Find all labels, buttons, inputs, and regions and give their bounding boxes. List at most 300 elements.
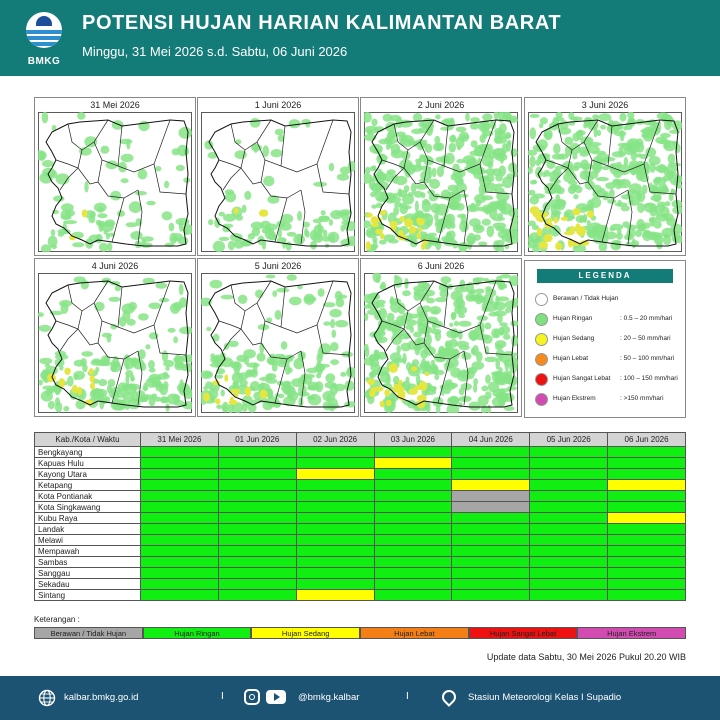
light-rain-patch [304, 296, 316, 302]
light-rain-patch [511, 335, 518, 346]
light-rain-patch [257, 353, 266, 362]
forecast-cell [218, 491, 296, 502]
light-rain-patch [401, 343, 411, 352]
light-rain-patch [647, 126, 661, 136]
light-rain-patch [423, 157, 434, 166]
light-rain-patch [598, 188, 605, 192]
light-rain-patch [444, 282, 448, 292]
light-rain-patch [655, 165, 667, 172]
rain-map [201, 273, 355, 413]
table-row [35, 579, 686, 590]
light-rain-patch [602, 166, 609, 170]
light-rain-patch [266, 275, 276, 279]
light-rain-patch [103, 230, 107, 234]
light-rain-patch [383, 114, 393, 122]
light-rain-patch [157, 373, 169, 380]
light-rain-patch [415, 201, 419, 213]
legend-swatch [535, 393, 548, 406]
light-rain-patch [478, 242, 487, 246]
light-rain-patch [576, 130, 586, 135]
forecast-cell [218, 447, 296, 458]
map-panel [197, 97, 359, 256]
light-rain-patch [458, 402, 462, 408]
light-rain-patch [41, 391, 53, 402]
light-rain-patch [482, 204, 493, 213]
light-rain-patch [558, 154, 568, 160]
light-rain-patch [470, 123, 479, 130]
light-rain-patch [497, 296, 509, 301]
light-rain-patch [156, 282, 168, 288]
light-rain-patch [151, 393, 157, 398]
light-rain-patch [482, 303, 486, 311]
light-rain-patch [125, 370, 133, 377]
light-rain-patch [458, 330, 463, 340]
light-rain-patch [275, 129, 284, 136]
rain-map [38, 112, 192, 252]
legend-swatch [535, 333, 548, 346]
moderate-rain-patch [77, 387, 82, 396]
forecast-cell [374, 535, 452, 546]
forecast-cell [452, 524, 530, 535]
region-name: Sintang [35, 590, 141, 601]
legend-swatch [535, 293, 548, 306]
map-date-label: 31 Mei 2026 [90, 100, 140, 110]
rain-map [364, 112, 518, 252]
globe-icon [38, 689, 56, 707]
forecast-cell [141, 469, 219, 480]
light-rain-patch [101, 146, 110, 154]
light-rain-patch [528, 190, 535, 196]
forecast-cell [218, 458, 296, 469]
moderate-rain-patch [572, 208, 580, 215]
keterangan-label: Keterangan : [34, 615, 80, 624]
light-rain-patch [334, 384, 346, 392]
light-rain-patch [528, 167, 533, 174]
legend-swatch [535, 373, 548, 386]
forecast-cell [608, 590, 686, 601]
table-row [35, 590, 686, 601]
light-rain-patch [485, 391, 492, 399]
location-pin-icon [439, 687, 459, 707]
forecast-cell [218, 546, 296, 557]
light-rain-patch [105, 219, 116, 226]
light-rain-patch [376, 275, 380, 283]
legend-item [535, 393, 683, 407]
light-rain-patch [297, 211, 302, 221]
light-rain-patch [474, 194, 486, 203]
light-rain-patch [121, 154, 134, 162]
bmkg-logo [22, 12, 66, 72]
forecast-cell [218, 535, 296, 546]
light-rain-patch [219, 237, 230, 241]
table-row [35, 513, 686, 524]
light-rain-patch [173, 336, 178, 343]
keterangan-item: Berawan / Tidak Hujan [34, 627, 143, 639]
moderate-rain-patch [245, 387, 251, 397]
light-rain-patch [92, 359, 101, 364]
light-rain-patch [662, 184, 667, 193]
light-rain-patch [456, 127, 467, 133]
forecast-cell [608, 535, 686, 546]
light-rain-patch [228, 241, 235, 250]
forecast-cell [608, 568, 686, 579]
light-rain-patch [450, 368, 461, 378]
light-rain-patch [449, 323, 453, 327]
light-rain-patch [399, 120, 413, 128]
light-rain-patch [405, 325, 412, 330]
light-rain-patch [596, 177, 609, 181]
legend-range: : 20 – 50 mm/hari [620, 335, 671, 342]
forecast-cell [141, 557, 219, 568]
moderate-rain-patch [367, 379, 375, 385]
moderate-rain-patch [533, 213, 540, 217]
map-date-label: 1 Juni 2026 [254, 100, 302, 110]
light-rain-patch [473, 171, 482, 179]
light-rain-patch [281, 341, 288, 350]
moderate-rain-patch [380, 233, 385, 239]
light-rain-patch [430, 364, 438, 374]
light-rain-patch [436, 143, 444, 152]
light-rain-patch [272, 290, 277, 297]
light-rain-patch [499, 322, 507, 326]
forecast-cell [296, 524, 374, 535]
light-rain-patch [573, 185, 581, 189]
forecast-cell [608, 524, 686, 535]
light-rain-patch [432, 310, 438, 314]
forecast-cell [296, 579, 374, 590]
light-rain-patch [411, 129, 423, 135]
keterangan-item: Hujan Ringan [143, 627, 252, 639]
light-rain-patch [59, 300, 72, 307]
light-rain-patch [461, 135, 469, 139]
light-rain-patch [496, 372, 509, 382]
light-rain-patch [402, 290, 411, 296]
light-rain-patch [449, 143, 456, 153]
website-link[interactable]: kalbar.bmkg.go.id [64, 692, 139, 703]
light-rain-patch [263, 176, 274, 187]
light-rain-patch [642, 185, 648, 194]
light-rain-patch [378, 319, 388, 330]
light-rain-patch [624, 143, 633, 148]
light-rain-patch [214, 217, 220, 228]
light-rain-patch [507, 140, 511, 146]
light-rain-patch [496, 246, 505, 252]
light-rain-patch [450, 192, 461, 204]
light-rain-patch [498, 327, 504, 335]
light-rain-patch [429, 179, 440, 189]
light-rain-patch [308, 385, 317, 389]
light-rain-patch [619, 113, 626, 122]
light-rain-patch [243, 349, 256, 358]
light-rain-patch [221, 295, 234, 300]
light-rain-patch [42, 160, 54, 167]
light-rain-patch [138, 397, 149, 403]
light-rain-patch [146, 201, 155, 206]
forecast-cell [296, 535, 374, 546]
forecast-cell [141, 458, 219, 469]
forecast-table [34, 432, 686, 601]
forecast-cell [452, 491, 530, 502]
light-rain-patch [265, 228, 275, 239]
light-rain-patch [432, 168, 437, 178]
moderate-rain-patch [389, 363, 398, 373]
light-rain-patch [329, 309, 341, 318]
light-rain-patch [390, 352, 402, 362]
forecast-cell [530, 579, 608, 590]
forecast-cell [296, 546, 374, 557]
light-rain-patch [425, 144, 433, 153]
forecast-cell [218, 568, 296, 579]
light-rain-patch [387, 313, 395, 322]
forecast-cell [452, 513, 530, 524]
light-rain-patch [235, 139, 241, 144]
light-rain-patch [336, 298, 345, 307]
table-header-date: 05 Jun 2026 [530, 433, 608, 447]
light-rain-patch [84, 136, 97, 147]
legend-range: : 50 – 100 mm/hari [620, 355, 675, 362]
light-rain-patch [286, 241, 292, 250]
forecast-cell [141, 480, 219, 491]
light-rain-patch [148, 360, 155, 369]
forecast-cell [218, 590, 296, 601]
light-rain-patch [163, 360, 174, 367]
moderate-rain-patch [58, 378, 65, 387]
moderate-rain-patch [64, 368, 70, 375]
light-rain-patch [149, 303, 162, 310]
header-banner [0, 0, 720, 76]
light-rain-patch [565, 212, 570, 217]
region-name: Ketapang [35, 480, 141, 491]
light-rain-patch [423, 344, 431, 350]
light-rain-patch [505, 132, 511, 139]
light-rain-patch [372, 165, 376, 170]
light-rain-patch [482, 113, 493, 120]
legend-swatch [535, 353, 548, 366]
light-rain-patch [327, 232, 339, 243]
light-rain-patch [235, 150, 247, 159]
light-rain-patch [653, 192, 661, 203]
light-rain-patch [149, 368, 156, 373]
moderate-rain-patch [224, 374, 228, 381]
light-rain-patch [649, 163, 656, 173]
light-rain-patch [483, 133, 487, 139]
rain-map [528, 112, 682, 252]
light-rain-patch [130, 231, 142, 240]
light-rain-patch [564, 137, 573, 145]
light-rain-patch [176, 218, 190, 226]
light-rain-patch [664, 142, 671, 148]
forecast-cell [218, 524, 296, 535]
light-rain-patch [495, 344, 503, 351]
table-row [35, 491, 686, 502]
keterangan-bar [34, 627, 686, 639]
map-date-label: 4 Juni 2026 [91, 261, 139, 271]
light-rain-patch [530, 180, 537, 185]
forecast-cell [296, 458, 374, 469]
forecast-cell [608, 513, 686, 524]
light-rain-patch [502, 177, 513, 189]
light-rain-patch [600, 125, 606, 130]
footer-separator: I [221, 691, 224, 702]
moderate-rain-patch [398, 380, 403, 384]
forecast-cell [141, 524, 219, 535]
light-rain-patch [364, 313, 368, 321]
moderate-rain-patch [230, 397, 234, 402]
bmkg-emblem-icon [26, 12, 62, 48]
moderate-rain-patch [215, 398, 221, 404]
forecast-cell [530, 447, 608, 458]
light-rain-patch [253, 143, 258, 153]
date-range-subtitle: Minggu, 31 Mei 2026 s.d. Sabtu, 06 Juni 2026 [82, 44, 348, 59]
light-rain-patch [337, 174, 349, 181]
forecast-cell [530, 546, 608, 557]
table-row [35, 447, 686, 458]
forecast-cell [530, 491, 608, 502]
forecast-cell [374, 447, 452, 458]
youtube-icon[interactable] [266, 690, 286, 704]
table-header-row [35, 433, 686, 447]
light-rain-patch [573, 117, 578, 122]
light-rain-patch [238, 295, 248, 304]
update-timestamp: Update data Sabtu, 30 Mei 2026 Pukul 20.20 WIB [486, 652, 686, 662]
light-rain-patch [422, 200, 432, 212]
moderate-rain-patch [564, 231, 574, 235]
light-rain-patch [628, 117, 636, 127]
forecast-cell [608, 469, 686, 480]
light-rain-patch [551, 210, 561, 215]
light-rain-patch [587, 200, 594, 212]
forecast-cell [141, 502, 219, 513]
light-rain-patch [340, 372, 346, 377]
light-rain-patch [495, 153, 508, 161]
light-rain-patch [472, 345, 479, 356]
table-header-date: 02 Jun 2026 [296, 433, 374, 447]
moderate-rain-patch [555, 242, 562, 250]
forecast-cell [452, 458, 530, 469]
light-rain-patch [42, 112, 49, 123]
light-rain-patch [125, 362, 129, 370]
legend-name: Hujan Sedang [553, 335, 595, 342]
light-rain-patch [640, 224, 646, 232]
light-rain-patch [380, 282, 386, 290]
light-rain-patch [168, 328, 176, 333]
light-rain-patch [421, 358, 427, 369]
light-rain-patch [164, 181, 169, 188]
moderate-rain-patch [399, 216, 405, 222]
moderate-rain-patch [89, 368, 94, 375]
light-rain-patch [465, 113, 470, 122]
light-rain-patch [98, 379, 107, 386]
light-rain-patch [252, 228, 260, 237]
light-rain-patch [307, 396, 316, 400]
light-rain-patch [494, 311, 507, 317]
light-rain-patch [370, 358, 374, 368]
light-rain-patch [609, 163, 616, 171]
light-rain-patch [610, 224, 623, 231]
forecast-cell [141, 568, 219, 579]
page-title: POTENSI HUJAN HARIAN KALIMANTAN BARAT [82, 12, 562, 34]
light-rain-patch [455, 341, 469, 347]
table-row [35, 524, 686, 535]
light-rain-patch [457, 146, 461, 150]
map-panel [524, 97, 686, 256]
forecast-cell [452, 469, 530, 480]
forecast-cell [530, 535, 608, 546]
forecast-cell [374, 557, 452, 568]
moderate-rain-patch [366, 241, 371, 250]
light-rain-patch [402, 194, 414, 205]
light-rain-patch [99, 243, 108, 252]
light-rain-patch [421, 192, 426, 198]
light-rain-patch [485, 357, 498, 363]
light-rain-patch [394, 276, 403, 287]
light-rain-patch [573, 194, 578, 199]
light-rain-patch [48, 401, 55, 409]
light-rain-patch [145, 344, 150, 349]
light-rain-patch [289, 119, 301, 128]
light-rain-patch [482, 219, 491, 226]
forecast-cell [530, 513, 608, 524]
legend-item [535, 313, 683, 327]
forecast-cell [374, 568, 452, 579]
instagram-icon[interactable] [244, 689, 260, 705]
light-rain-patch [161, 397, 169, 403]
light-rain-patch [544, 170, 550, 177]
instagram-handle[interactable]: @bmkg.kalbar [298, 692, 360, 703]
light-rain-patch [616, 233, 623, 240]
light-rain-patch [557, 187, 565, 194]
light-rain-patch [391, 334, 402, 345]
legend-title: LEGENDA [537, 269, 673, 283]
light-rain-patch [223, 224, 234, 228]
light-rain-patch [592, 114, 599, 119]
moderate-rain-patch [374, 386, 384, 391]
light-rain-patch [487, 161, 493, 168]
light-rain-patch [318, 216, 329, 221]
map-date-label: 6 Juni 2026 [417, 261, 465, 271]
light-rain-patch [51, 229, 55, 236]
light-rain-patch [330, 342, 339, 351]
light-rain-patch [107, 385, 112, 393]
light-rain-patch [225, 189, 234, 194]
moderate-rain-patch [417, 232, 421, 239]
light-rain-patch [435, 297, 447, 302]
light-rain-patch [318, 288, 325, 297]
light-rain-patch [323, 321, 331, 325]
light-rain-patch [289, 297, 302, 306]
light-rain-patch [469, 401, 481, 410]
light-rain-patch [162, 211, 173, 220]
map-panel [34, 97, 196, 256]
light-rain-patch [335, 320, 348, 327]
light-rain-patch [138, 169, 148, 180]
light-rain-patch [102, 278, 112, 284]
light-rain-patch [622, 221, 630, 228]
light-rain-patch [576, 215, 587, 223]
light-rain-patch [446, 214, 456, 225]
moderate-rain-patch [587, 210, 594, 217]
light-rain-patch [138, 313, 149, 320]
light-rain-patch [169, 223, 175, 231]
forecast-cell [608, 502, 686, 513]
light-rain-patch [671, 189, 675, 193]
table-row [35, 535, 686, 546]
light-rain-patch [459, 388, 465, 396]
legend-name: Berawan / Tidak Hujan [553, 295, 619, 302]
light-rain-patch [371, 119, 377, 127]
light-rain-patch [271, 149, 283, 157]
station-name: Stasiun Meteorologi Kelas I Supadio [468, 692, 622, 703]
